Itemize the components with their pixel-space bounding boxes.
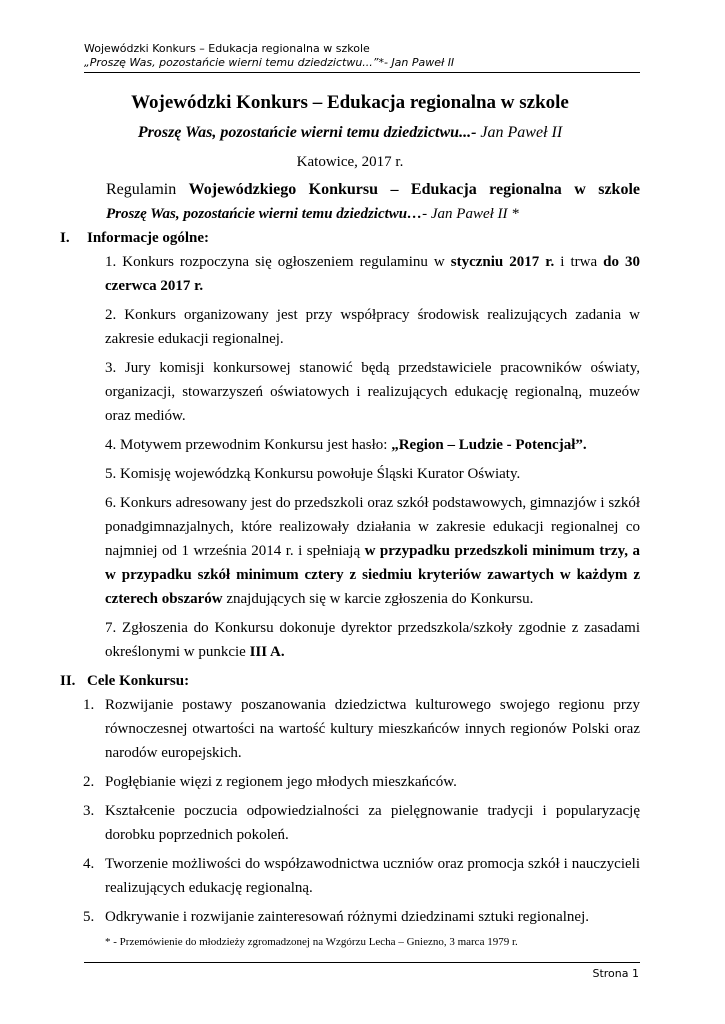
section-1-number: I.	[60, 230, 70, 246]
regulation-prefix: Regulamin	[106, 181, 189, 198]
item-text: Rozwijanie postawy poszanowania dziedzictwa kulturowego swojego regionu przy równoczesnej otwartości na wartość kultury mieszkańców innych regionów Polski oraz narodów europejskich.	[105, 697, 640, 761]
header-divider	[84, 72, 640, 73]
item-emphasis: „Region – Ludzie - Potencjał”.	[391, 437, 587, 453]
item-text: 3. Jury komisji konkursowej stanowić będą przedstawiciele pracowników oświaty, organizacji, stowarzyszeń oświatowych i realizujących edukację regionalną, muzeów oraz mediów.	[105, 360, 640, 424]
regulation-name: Wojewódzkiego Konkursu – Edukacja regionalna w szkole	[188, 181, 641, 198]
list-item	[60, 905, 640, 929]
item-emphasis: w przypadku przedszkoli minimum trzy, a w przypadku szkół minimum cztery z siedmiu kryteriów zawartych w każdym z czterech obszarów	[105, 543, 640, 607]
section-2-title: Cele Konkursu:	[87, 673, 190, 689]
item-emphasis: III A.	[249, 644, 285, 660]
item-number: 3.	[83, 803, 95, 819]
running-header-quote: „Proszę Was, pozostańcie wierni temu dziedzictwu...”*- Jan Paweł II	[84, 56, 455, 69]
section-1-list	[60, 250, 640, 664]
footnote: * - Przemówienie do młodzieży zgromadzonej na Wzgórzu Lecha – Gniezno, 3 marca 1979 r.	[105, 936, 518, 948]
footer-divider	[84, 962, 640, 963]
item-text: Odkrywanie i rozwijanie zainteresowań różnymi dziedzinami sztuki regionalnej.	[105, 909, 589, 925]
item-text: 6. Konkurs adresowany jest do przedszkoli oraz szkół podstawowych, gimnazjów i szkół ponadgimnazjalnych, które realizowały działania w zakresie edukacji regionalnej co najmniej od 1 września 2014 r. i spełniają	[105, 495, 640, 559]
document-body	[60, 90, 640, 950]
list-item	[60, 616, 640, 664]
page-number: Strona 1	[592, 967, 639, 980]
section-2-number: II.	[60, 673, 76, 689]
item-text: i trwa	[554, 254, 604, 270]
item-text: 7. Zgłoszenia do Konkursu dokonuje dyrektor przedszkola/szkoły zgodnie z zasadami określonymi w punkcie	[105, 620, 640, 660]
regulation-quote: Proszę Was, pozostańcie wierni temu dziedzictwu…	[106, 206, 423, 222]
regulation-title	[106, 178, 640, 202]
place-date: Katowice, 2017 r.	[296, 154, 404, 170]
list-item	[60, 799, 640, 847]
item-text: 2. Konkurs organizowany jest przy współpracy środowisk realizujących zadania w zakresie edukacji regionalnej.	[105, 307, 640, 347]
document-title: Wojewódzki Konkurs – Edukacja regionalna w szkole	[131, 92, 569, 113]
item-text: Kształcenie poczucia odpowiedzialności za pielęgnowanie tradycji i popularyzację dorobku poprzednich pokoleń.	[105, 803, 640, 843]
subtitle-quote: Proszę Was, pozostańcie wierni temu dziedzictwu...-	[137, 124, 477, 141]
section-2-list	[60, 693, 640, 929]
running-header-title: Wojewódzki Konkurs – Edukacja regionalna w szkole	[84, 42, 370, 55]
item-emphasis: styczniu 2017 r.	[450, 254, 555, 270]
regulation-quote-line	[106, 202, 640, 226]
item-emphasis: do 30 czerwca 2017 r.	[105, 254, 641, 294]
item-text: 5. Komisję wojewódzką Konkursu powołuje Śląski Kurator Oświaty.	[105, 466, 521, 482]
regulation-author: - Jan Paweł II *	[422, 206, 519, 222]
list-item	[60, 303, 640, 351]
list-item	[60, 852, 640, 900]
section-1-heading	[60, 226, 640, 250]
running-header	[84, 42, 639, 70]
section-2-heading	[60, 669, 640, 693]
list-item	[60, 250, 640, 298]
list-item	[60, 356, 640, 428]
item-text: 1. Konkurs rozpoczyna się ogłoszeniem regulaminu w	[105, 254, 451, 270]
list-item	[60, 491, 640, 611]
list-item	[60, 433, 640, 457]
list-item	[60, 770, 640, 794]
item-text: znajdujących się w karcie zgłoszenia do Konkursu.	[222, 591, 534, 607]
section-1-title: Informacje ogólne:	[87, 230, 210, 246]
item-number: 1.	[83, 697, 95, 713]
item-number: 4.	[83, 856, 95, 872]
item-text: 4. Motywem przewodnim Konkursu jest hasło:	[105, 437, 392, 453]
document-subtitle	[60, 122, 640, 144]
item-number: 2.	[83, 774, 95, 790]
list-item	[60, 462, 640, 486]
item-text: Tworzenie możliwości do współzawodnictwa uczniów oraz promocja szkół i nauczycieli realizujących edukację regionalną.	[105, 856, 640, 896]
item-text: Pogłębianie więzi z regionem jego młodych mieszkańców.	[105, 774, 457, 790]
subtitle-author: Jan Paweł II	[476, 124, 563, 141]
list-item	[60, 693, 640, 765]
item-number: 5.	[83, 909, 95, 925]
